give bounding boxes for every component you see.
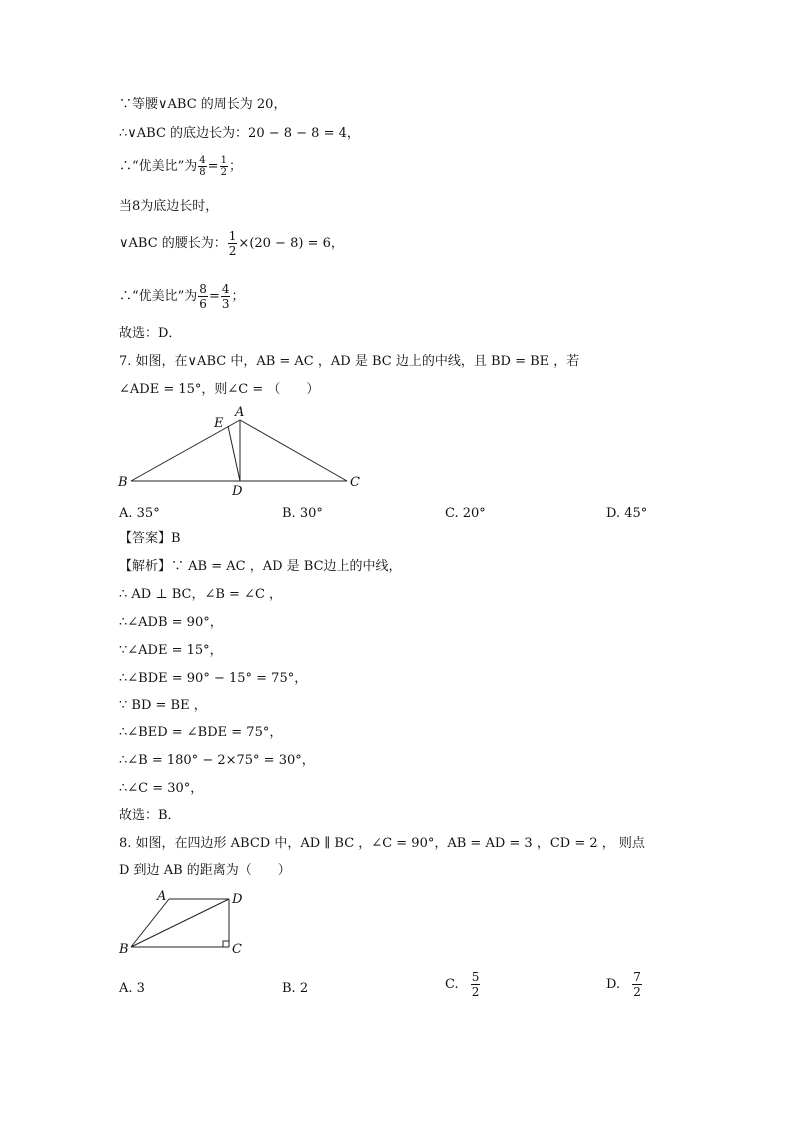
q7-analysis-line-1: 【解析】∵ AB = AC ，AD 是 BC边上的中线， (119, 559, 402, 574)
q7-analysis-line-7: ∴∠BED = ∠BDE = 75°， (119, 725, 283, 740)
numerator: 1 (228, 229, 237, 243)
label-D: D (232, 484, 243, 499)
numerator: 4 (221, 282, 230, 296)
solution-line-6 (119, 282, 245, 311)
fraction (221, 282, 231, 311)
q7-analysis-line-2: ∴ AD ⊥ BC，∠B = ∠C ， (119, 587, 283, 602)
solution-line-4: 当8为底边长时， (119, 199, 219, 214)
label-D: D (232, 892, 243, 907)
q8-stem-line-1: 8. 如图，在四边形 ABCD 中，AD ∥ BC ，∠C = 90°，AB = AD = 3 ，CD = 2 ， 则点 (119, 836, 645, 851)
segment-AC (240, 420, 347, 481)
q7-option-d[interactable]: D. 45° (606, 506, 648, 521)
label-B: B (119, 942, 129, 957)
fraction (220, 155, 228, 178)
q7-analysis-line-4: ∵∠ADE = 15°， (119, 643, 223, 658)
denominator: 2 (633, 985, 641, 999)
fraction (198, 155, 206, 178)
segment-BA (131, 420, 240, 481)
solution-line-1: ∵等腰∨ABC 的周长为 20， (119, 97, 287, 112)
fraction (471, 970, 481, 999)
numerator: 1 (220, 155, 227, 166)
q7-analysis-line-8: ∴∠B = 180° − 2×75° = 30°， (119, 753, 315, 768)
q7-stem-line-2: ∠ADE = 15°，则∠C = （ ） (119, 382, 320, 397)
denominator: 6 (199, 297, 207, 311)
label-C: C (350, 475, 360, 490)
solution-line-3 (119, 155, 242, 178)
denominator: 2 (228, 244, 237, 258)
solution-line-2: ∴∨ABC 的底边长为：20 − 8 − 8 = 4， (119, 126, 360, 141)
numerator: 4 (199, 155, 206, 166)
numerator: 5 (471, 970, 480, 984)
equals: = (207, 159, 219, 174)
label-E: E (214, 416, 224, 431)
q8-figure (110, 886, 250, 960)
label-B: B (118, 475, 128, 490)
q8-option-a[interactable]: A. 3 (119, 981, 145, 996)
q7-analysis-line-6: ∵ BD = BE ， (119, 698, 207, 713)
q7-answer: 【答案】B (119, 531, 181, 546)
text: ； (231, 289, 245, 304)
numerator: 8 (199, 282, 207, 296)
text: ∴“优美比”为 (119, 159, 198, 174)
denominator: 2 (471, 985, 480, 999)
text: ×(20 − 8) = 6， (238, 236, 344, 251)
option-letter: D. (606, 977, 621, 992)
fraction (228, 229, 238, 258)
denominator: 2 (220, 167, 227, 178)
q7-analysis-line-5: ∴∠BDE = 90° − 15° = 75°， (119, 671, 308, 686)
q7-option-a[interactable]: A. 35° (119, 506, 160, 521)
label-A: A (235, 405, 245, 420)
solution-line-7: 故选：D． (119, 326, 182, 341)
label-C: C (232, 942, 242, 957)
q8-option-d[interactable] (606, 970, 643, 999)
q7-figure (110, 402, 370, 498)
segment-BD (131, 899, 229, 947)
equals: = (208, 289, 220, 304)
q7-analysis-line-3: ∴∠ADB = 90°， (119, 615, 223, 630)
q7-option-c[interactable]: C. 20° (445, 506, 486, 521)
q7-stem-line-1: 7. 如图，在∨ABC 中，AB = AC ，AD 是 BC 边上的中线，且 BD = BE ，若 (119, 354, 580, 369)
denominator: 8 (199, 167, 206, 178)
text: ∨ABC 的腰长为： (119, 236, 227, 251)
denominator: 3 (221, 297, 230, 311)
text: ； (228, 159, 242, 174)
fraction (632, 970, 642, 999)
solution-line-5 (119, 229, 344, 258)
q7-analysis-line-9: ∴∠C = 30°， (119, 781, 204, 796)
numerator: 7 (633, 970, 641, 984)
q7-analysis-line-10: 故选：B． (119, 808, 181, 823)
segment-ED (228, 426, 240, 481)
q8-option-c[interactable] (445, 970, 481, 999)
q7-option-b[interactable]: B. 30° (282, 506, 323, 521)
q8-stem-line-2: D 到边 AB 的距离为（ ） (119, 863, 291, 878)
label-A: A (157, 889, 167, 904)
q8-option-b[interactable]: B. 2 (282, 981, 309, 996)
segment-BA (131, 899, 169, 947)
option-letter: C. (445, 977, 459, 992)
fraction (198, 282, 208, 311)
text: ∴“优美比”为 (119, 289, 198, 304)
right-angle-mark (223, 941, 229, 947)
